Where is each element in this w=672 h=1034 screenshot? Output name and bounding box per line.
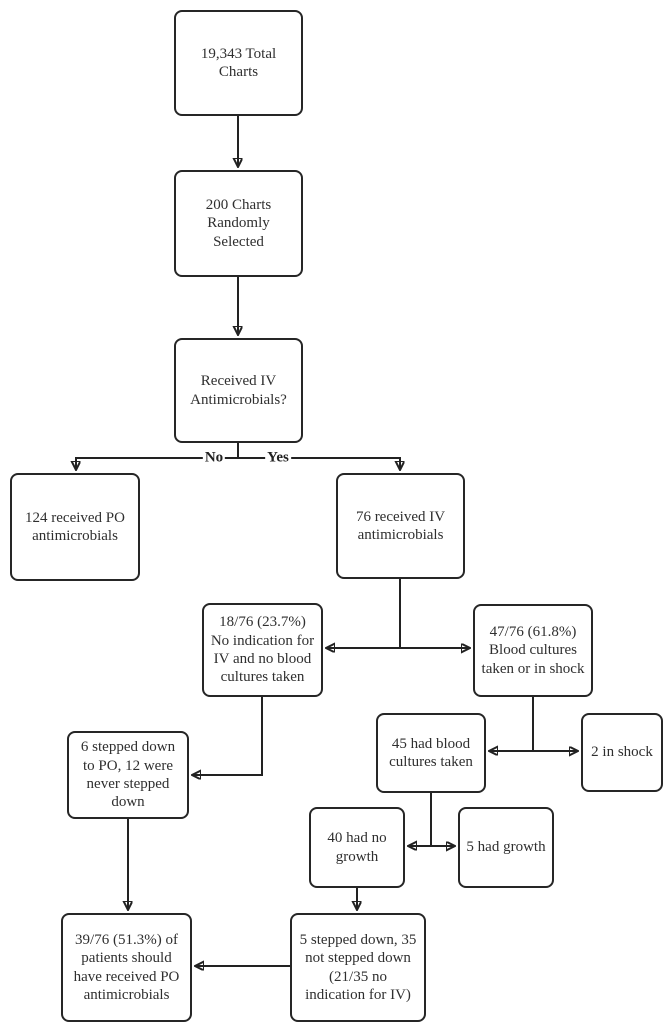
node-should-have-po-label: 39/76 (51.3%) of patients should have received PO antimicrobials [73, 931, 180, 1003]
node-cultures-taken-label: 45 had blood cultures taken [389, 735, 473, 770]
node-should-have-po [61, 913, 192, 1022]
node-random-selected-label: 200 Charts Randomly Selected [205, 197, 272, 250]
node-total-charts [174, 10, 303, 116]
node-po-antimicrobials-label: 124 received PO antimicrobials [25, 509, 125, 544]
connector-question-yes-branch [238, 458, 400, 469]
node-po-antimicrobials [10, 473, 140, 581]
node-received-iv-question-label: Received IV Antimicrobials? [190, 373, 287, 408]
node-iv-antimicrobials [336, 473, 465, 579]
node-cultures-or-shock-label: 47/76 (61.8%) Blood cultures taken or in shock [481, 624, 585, 677]
edge-label-yes: Yes [267, 449, 289, 466]
node-cultures-taken [376, 713, 486, 793]
node-stepped-down-five [290, 913, 426, 1022]
node-in-shock-label: 2 in shock [591, 744, 653, 761]
node-random-selected [174, 170, 303, 277]
connector-cultures-to-no-growth [409, 793, 431, 846]
node-iv-antimicrobials-label: 76 received IV antimicrobials [355, 508, 446, 543]
node-no-growth-label: 40 had no growth [327, 830, 387, 865]
node-stepped-down-six-label: 6 stepped down to PO, 12 were never stepped down [80, 739, 176, 811]
node-stepped-down-five-label: 5 stepped down, 35 not stepped down (21/35 no indication for IV) [299, 931, 417, 1003]
connector-no-indication-to-stepped-six [193, 697, 262, 775]
node-cultures-or-shock [473, 604, 593, 697]
node-stepped-down-six [67, 731, 189, 819]
node-in-shock [581, 713, 663, 792]
node-had-growth [458, 807, 554, 888]
node-total-charts-label: 19,343 Total Charts [200, 45, 277, 80]
node-had-growth-label: 5 had growth [466, 839, 546, 856]
node-no-indication [202, 603, 323, 697]
node-no-indication-label: 18/76 (23.7%) No indication for IV and no blood cultures taken [210, 614, 315, 686]
connector-iv-to-no-indication [327, 579, 400, 648]
node-received-iv-question [174, 338, 303, 443]
edge-label-no: No [204, 449, 224, 466]
node-no-growth [309, 807, 405, 888]
connector-shock-to-cultures-taken [490, 697, 533, 751]
